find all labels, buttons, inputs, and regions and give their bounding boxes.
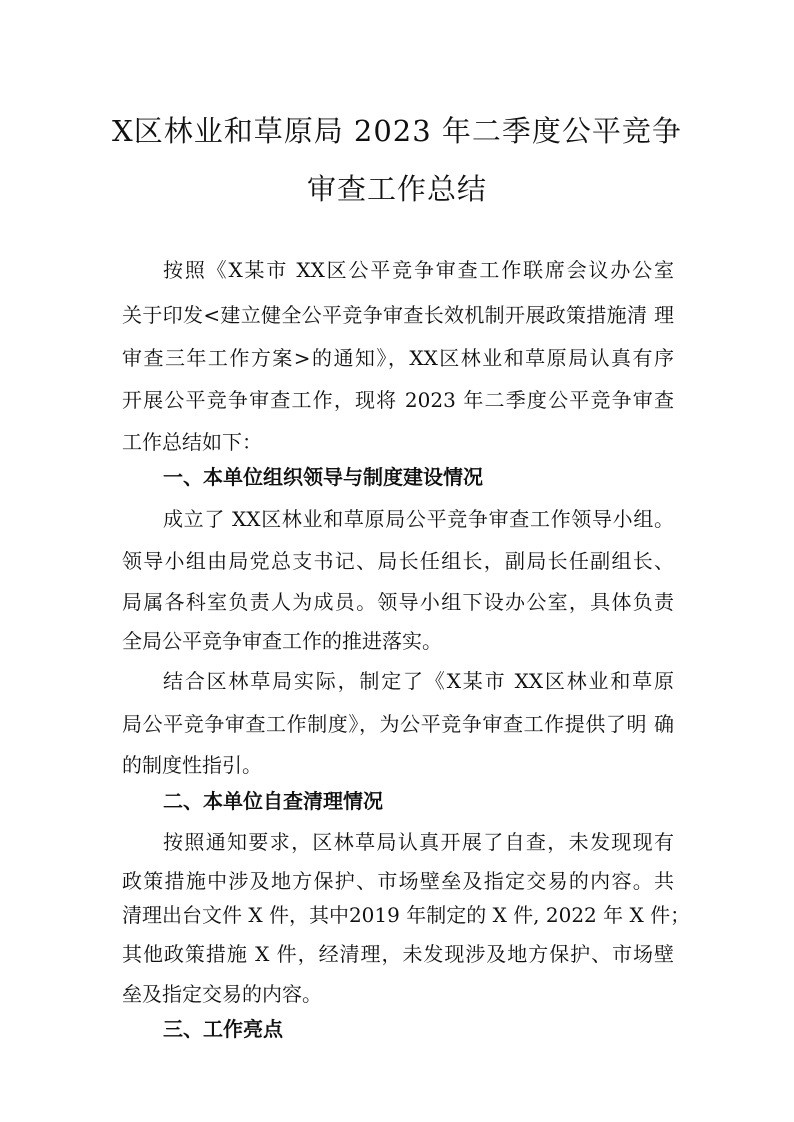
section-1-heading: 一、本单位组织领导与制度建设情况 bbox=[163, 465, 483, 489]
intro-line-4: 开展公平竞争审查工作，现将 2023 年二季度公平竞争审查 bbox=[122, 388, 674, 412]
intro-line-1: 按照《X某市 XX区公平竞争审查工作联席会议办公室 bbox=[163, 258, 674, 282]
document-title-line-1: X区林业和草原局 2023 年二季度公平竞争 bbox=[112, 114, 682, 148]
section-2-para-1-line-2: 政策措施中涉及地方保护、市场壁垒及指定交易的内容。共 bbox=[122, 869, 674, 893]
intro-line-2: 关于印发<建立健全公平竞争审查长效机制开展政策措施清 理 bbox=[122, 303, 674, 327]
section-2-para-1-line-3: 清理出台文件 X 件，其中2019 年制定的 X 件, 2022 年 X 件； bbox=[122, 903, 691, 927]
section-1-para-1-line-4: 全局公平竞争审查工作的推进落实。 bbox=[122, 629, 442, 653]
document-title-line-2: 审查工作总结 bbox=[306, 172, 487, 206]
section-1-para-1-line-2: 领导小组由局党总支书记、局长任组长，副局长任副组长、 bbox=[122, 549, 674, 573]
section-1-para-2-line-2: 局公平竞争审查工作制度》，为公平竞争审查工作提供了明 确 bbox=[122, 712, 674, 736]
intro-line-3: 审查三年工作方案>的通知》，XX区林业和草原局认真有序 bbox=[122, 346, 674, 370]
intro-line-5: 工作总结如下： bbox=[122, 430, 262, 454]
section-2-para-1-line-1: 按照通知要求，区林草局认真开展了自查，未发现现有 bbox=[163, 830, 674, 854]
section-1-para-2-line-1: 结合区林草局实际，制定了《X某市 XX区林业和草原 bbox=[163, 669, 674, 693]
section-1-para-1-line-3: 局属各科室负责人为成员。领导小组下设办公室，具体负责 bbox=[122, 590, 674, 614]
section-1-para-1-line-1: 成立了 XX区林业和草原局公平竞争审查工作领导小组。 bbox=[163, 507, 674, 531]
section-3-heading: 三、工作亮点 bbox=[163, 1017, 283, 1041]
section-2-heading: 二、本单位自查清理情况 bbox=[163, 789, 383, 813]
section-2-para-1-line-4: 其他政策措施 X 件，经清理，未发现涉及地方保护、市场壁 bbox=[122, 942, 674, 966]
section-1-para-2-line-3: 的制度性指引。 bbox=[122, 753, 262, 777]
section-2-para-1-line-5: 垒及指定交易的内容。 bbox=[122, 982, 322, 1006]
